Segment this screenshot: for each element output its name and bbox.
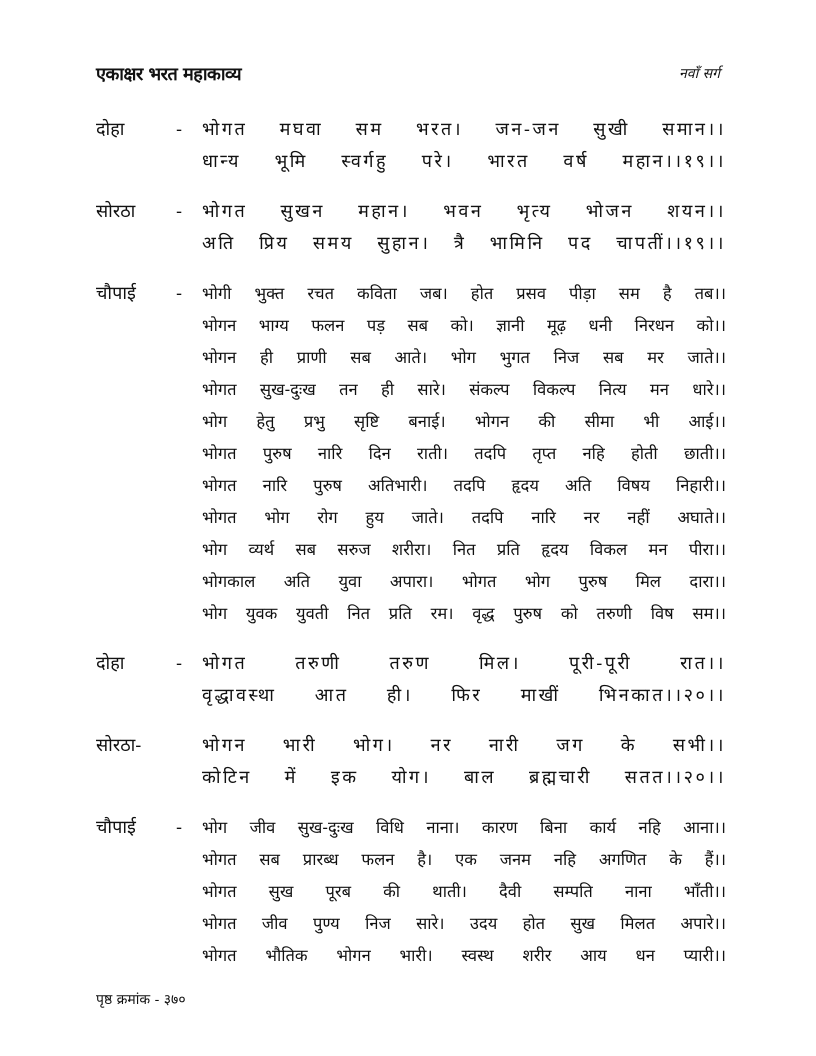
page-number: पृष्ठ क्रमांक - ३७० [96, 992, 186, 1008]
verse-line: धान्य भूमि स्वर्गहु परे। भारत वर्ष महान।।१९।। [202, 151, 726, 172]
stanza-doha-1 [96, 114, 726, 178]
stanza-sortha-2 [96, 730, 726, 794]
verse-line: भोगत भोग रोग हुय जाते। तदपि नारि नर नहीं अघाते।। [202, 508, 726, 527]
verse-content [96, 114, 726, 990]
verse-line: भोगन ही प्राणी सब आते। भोग भुगत निज सब मर जाते।। [202, 348, 726, 367]
stanza-label: चौपाई [96, 283, 136, 304]
stanza-chaupai-2 [96, 812, 726, 972]
stanza-label: सोरठा- [96, 735, 142, 756]
verse-line: कोटिन में इक योग। बाल ब्रह्मचारी सतत।।२०।। [202, 767, 726, 788]
stanza-doha-2 [96, 648, 726, 712]
verse-line: भोगत सुखन महान। भवन भृत्य भोजन शयन।। [202, 201, 726, 222]
verse-line: भोगत जीव पुण्य निज सारे। उदय होत सुख मिलत अपारे।। [202, 914, 726, 933]
stanza-dash: - [176, 283, 183, 304]
stanza-chaupai-1 [96, 278, 726, 630]
verse-line: भोग युवक युवती नित प्रति रम। वृद्ध पुरुष को तरुणी विष सम।। [202, 604, 726, 623]
verse-line: वृद्धावस्था आत ही। फिर माखीं भिनकात।।२०।। [202, 685, 726, 706]
page-header [96, 62, 720, 88]
stanza-sortha-1 [96, 196, 726, 260]
verse-line: भोग हेतु प्रभु सृष्टि बनाई। भोगन की सीमा भी आई।। [202, 412, 726, 431]
verse-line: भोगन भारी भोग। नर नारी जग के सभी।। [202, 735, 726, 756]
verse-line: भोगत सब प्रारब्ध फलन है। एक जनम नहि अगणित के हैं।। [202, 850, 726, 869]
verse-line: भोगत तरुणी तरुण मिल। पूरी-पूरी रात।। [202, 653, 726, 674]
stanza-label: दोहा [96, 119, 125, 140]
verse-line: भोग व्यर्थ सब सरुज शरीरा। नित प्रति हृदय विकल मन पीरा।। [202, 540, 726, 559]
stanza-dash: - [176, 817, 183, 838]
book-title: एकाक्षर भरत महाकाव्य [96, 64, 242, 85]
verse-line: भोग जीव सुख-दुःख विधि नाना। कारण बिना कार्य नहि आना।। [202, 818, 726, 837]
stanza-dash: - [176, 653, 183, 674]
stanza-label: चौपाई [96, 817, 136, 838]
verse-line: भोगन भाग्य फलन पड़ सब को। ज्ञानी मूढ़ धनी निरधन को।। [202, 316, 726, 335]
verse-line: अति प्रिय समय सुहान। त्रै भामिनि पद चापतीं।।१९।। [202, 233, 726, 254]
verse-line: भोगत नारि पुरुष अतिभारी। तदपि हृदय अति विषय निहारी।। [202, 476, 726, 495]
stanza-label: सोरठा [96, 201, 136, 222]
chapter-title: नवाँ सर्ग [679, 66, 720, 82]
stanza-dash: - [176, 119, 183, 140]
verse-line: भोगत मघवा सम भरत। जन-जन सुखी समान।। [202, 119, 726, 140]
verse-line: भोगी भुक्त रचत कविता जब। होत प्रसव पीड़ा सम है तब।। [202, 284, 726, 303]
verse-line: भोगत पुरुष नारि दिन राती। तदपि तृप्त नहि होती छाती।। [202, 444, 726, 463]
verse-line: भोगत भौतिक भोगन भारी। स्वस्थ शरीर आय धन प्यारी।। [202, 946, 726, 965]
verse-line: भोगत सुख-दुःख तन ही सारे। संकल्प विकल्प नित्य मन धारे।। [202, 380, 726, 399]
stanza-dash: - [176, 201, 183, 222]
verse-line: भोगत सुख पूरब की थाती। दैवी सम्पति नाना भाँती।। [202, 882, 726, 901]
verse-line: भोगकाल अति युवा अपारा। भोगत भोग पुरुष मिल दारा।। [202, 572, 726, 591]
stanza-label: दोहा [96, 653, 125, 674]
